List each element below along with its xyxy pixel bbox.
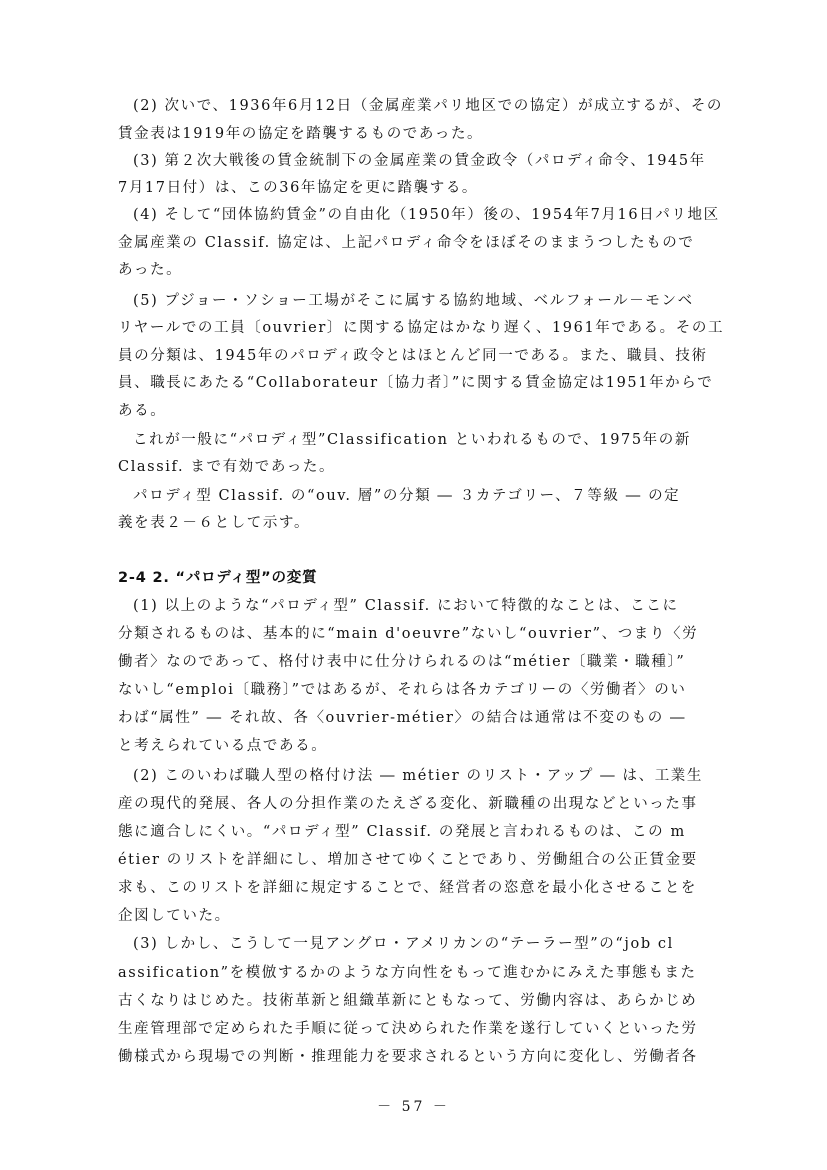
text-line: (4) そして“団体協約賃金”の自由化（1950年）後の、1954年7月16日パリ地区: [133, 207, 720, 223]
text-line: assification”を模倣するかのような方向性をもって進むかにみえた事態もまた: [118, 965, 697, 981]
page-number: － 57 －: [377, 1099, 450, 1115]
text-line: (3) しかし、こうして一見アングロ・アメリカンの“テーラー型”の“job cl: [133, 936, 674, 952]
text-line: リヤールでの工員〔ouvrier〕に関する協定はかなり遅く、1961年である。その工: [118, 320, 725, 336]
text-line: 生産管理部で定められた手順に従って決められた作業を遂行していくといった労: [118, 1021, 698, 1037]
text-line: 金属産業の Classif. 協定は、上記パロディ命令をほぼそのままうつしたもので: [118, 235, 695, 251]
text-line: 分類されるものは、基本的に“main d'oeuvre”ないし“ouvrier”、つまり〈労: [118, 626, 699, 642]
text-line: 賃金表は1919年の協定を踏襲するものであった。: [118, 126, 484, 142]
text-line: (5) プジョー・ソショー工場がそこに属する協約地域、ベルフォール－モンベ: [133, 293, 694, 309]
text-line: 企図していた。: [118, 908, 231, 924]
text-line: と考えられている点である。: [118, 738, 328, 754]
text-line: 求も、このリストを詳細に規定することで、経営者の恣意を最小化させることを: [118, 880, 698, 896]
text-line: 員の分類は、1945年のパロディ政令とはほとんど同一である。また、職員、技術: [118, 348, 708, 364]
text-line: あった。: [118, 262, 183, 278]
text-line: (3) 第２次大戦後の賃金統制下の金属産業の賃金政令（パロディ命令、1945年: [133, 153, 706, 169]
text-line: 義を表２－６として示す。: [118, 515, 311, 531]
text-line: 働者〉なのであって、格付け表中に仕分けられるのは“métier〔職業・職種〕”: [118, 654, 686, 670]
text-line: 働様式から現場での判断・推理能力を要求されるという方向に変化し、労働者各: [118, 1049, 698, 1065]
text-line: ある。: [118, 403, 167, 419]
text-line: étier のリストを詳細にし、増加させてゆくことであり、労働組合の公正賃金要: [118, 852, 698, 868]
text-line: わば“属性” ― それ故、各〈ouvrier-métier〉の結合は通常は不変のもの ―: [118, 710, 687, 726]
text-line: パロディ型 Classif. の“ouv. 層”の分類 ― ３カテゴリー、７等級 ― の定: [133, 488, 681, 504]
text-line: ないし“emploi〔職務〕”ではあるが、それらは各カテゴリーの〈労働者〉のい: [118, 682, 687, 698]
text-line: Classif. まで有効であった。: [118, 459, 336, 475]
text-line: (1) 以上のような“パロディ型” Classif. において特徴的なことは、ここに: [133, 598, 679, 614]
text-line: 員、職長にあたる“Collaborateur〔協力者〕”に関する賃金協定は1951年からで: [118, 375, 714, 391]
section-heading: 2-4 2. “パロディ型”の変質: [118, 570, 318, 586]
text-line: 古くなりはじめた。技術革新と組織革新にともなって、労働内容は、あらかじめ: [118, 993, 698, 1009]
text-line: 産の現代的発展、各人の分担作業のたえざる変化、新職種の出現などといった事: [118, 796, 698, 812]
text-line: (2) 次いで、1936年6月12日（金属産業パリ地区での協定）が成立するが、その: [133, 98, 724, 114]
text-line: 7月17日付）は、この36年協定を更に踏襲する。: [118, 180, 479, 196]
text-line: (2) このいわば職人型の格付け法 ― métier のリスト・アップ ― は、工業生: [133, 768, 703, 784]
text-line: 態に適合しにくい。“パロディ型” Classif. の発展と言われるものは、この m: [118, 824, 686, 840]
text-line: これが一般に“パロディ型”Classification といわれるもので、1975年の新: [133, 432, 691, 448]
